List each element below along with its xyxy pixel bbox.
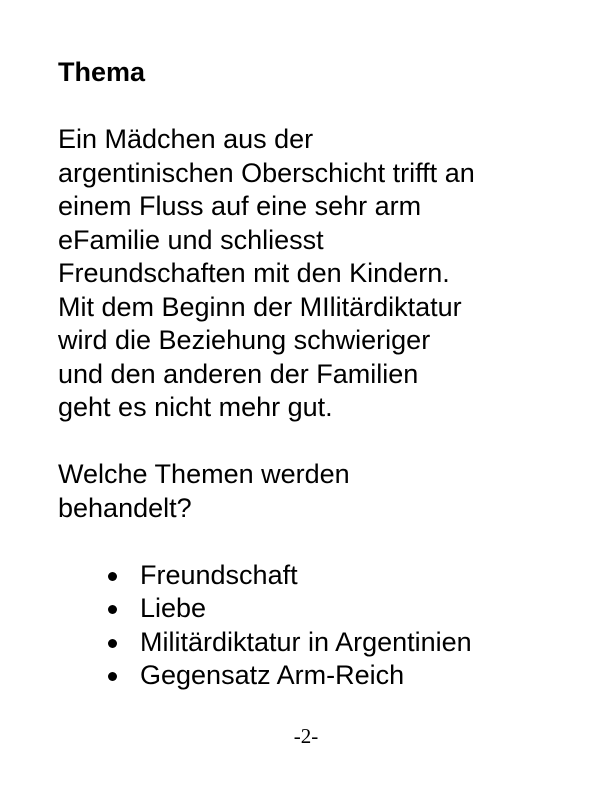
list-item — [108, 626, 558, 660]
list-item — [108, 659, 558, 693]
question-line: Welche Themen werden — [58, 459, 350, 489]
paragraph-line: argentinischen Oberschicht trifft an — [58, 157, 475, 188]
paragraph-line: Mit dem Beginn der MIlitärdiktatur — [58, 291, 462, 322]
topic-label: Militärdiktatur in Argentinien — [140, 626, 472, 657]
topics-list — [58, 559, 558, 693]
page-content — [58, 56, 558, 693]
paragraph-line: einem Fluss auf eine sehr arm — [58, 191, 422, 221]
topic-label: Liebe — [140, 593, 207, 623]
topic-label: Gegensatz Arm-Reich — [140, 660, 405, 690]
question-line: behandelt? — [58, 492, 192, 523]
list-item — [108, 592, 558, 626]
bullet-icon — [108, 572, 117, 581]
question-paragraph — [58, 458, 558, 525]
bullet-icon — [108, 605, 117, 614]
list-item — [108, 559, 558, 593]
paragraph-line: eFamilie und schliesst — [58, 224, 324, 255]
paragraph-line: Freundschaften mit den Kindern. — [58, 258, 450, 288]
page-number: -2- — [293, 724, 319, 748]
paragraph-line: und den anderen der Familien — [58, 358, 419, 389]
paragraph-line: Ein Mädchen aus der — [58, 124, 314, 154]
paragraph-line: wird die Beziehung schwieriger — [58, 325, 431, 355]
section-heading: Thema — [58, 57, 146, 87]
topic-label: Freundschaft — [140, 559, 298, 590]
bullet-icon — [108, 672, 117, 681]
paragraph-line: geht es nicht mehr gut. — [58, 392, 333, 422]
bullet-icon — [108, 639, 117, 648]
summary-paragraph — [58, 123, 558, 425]
